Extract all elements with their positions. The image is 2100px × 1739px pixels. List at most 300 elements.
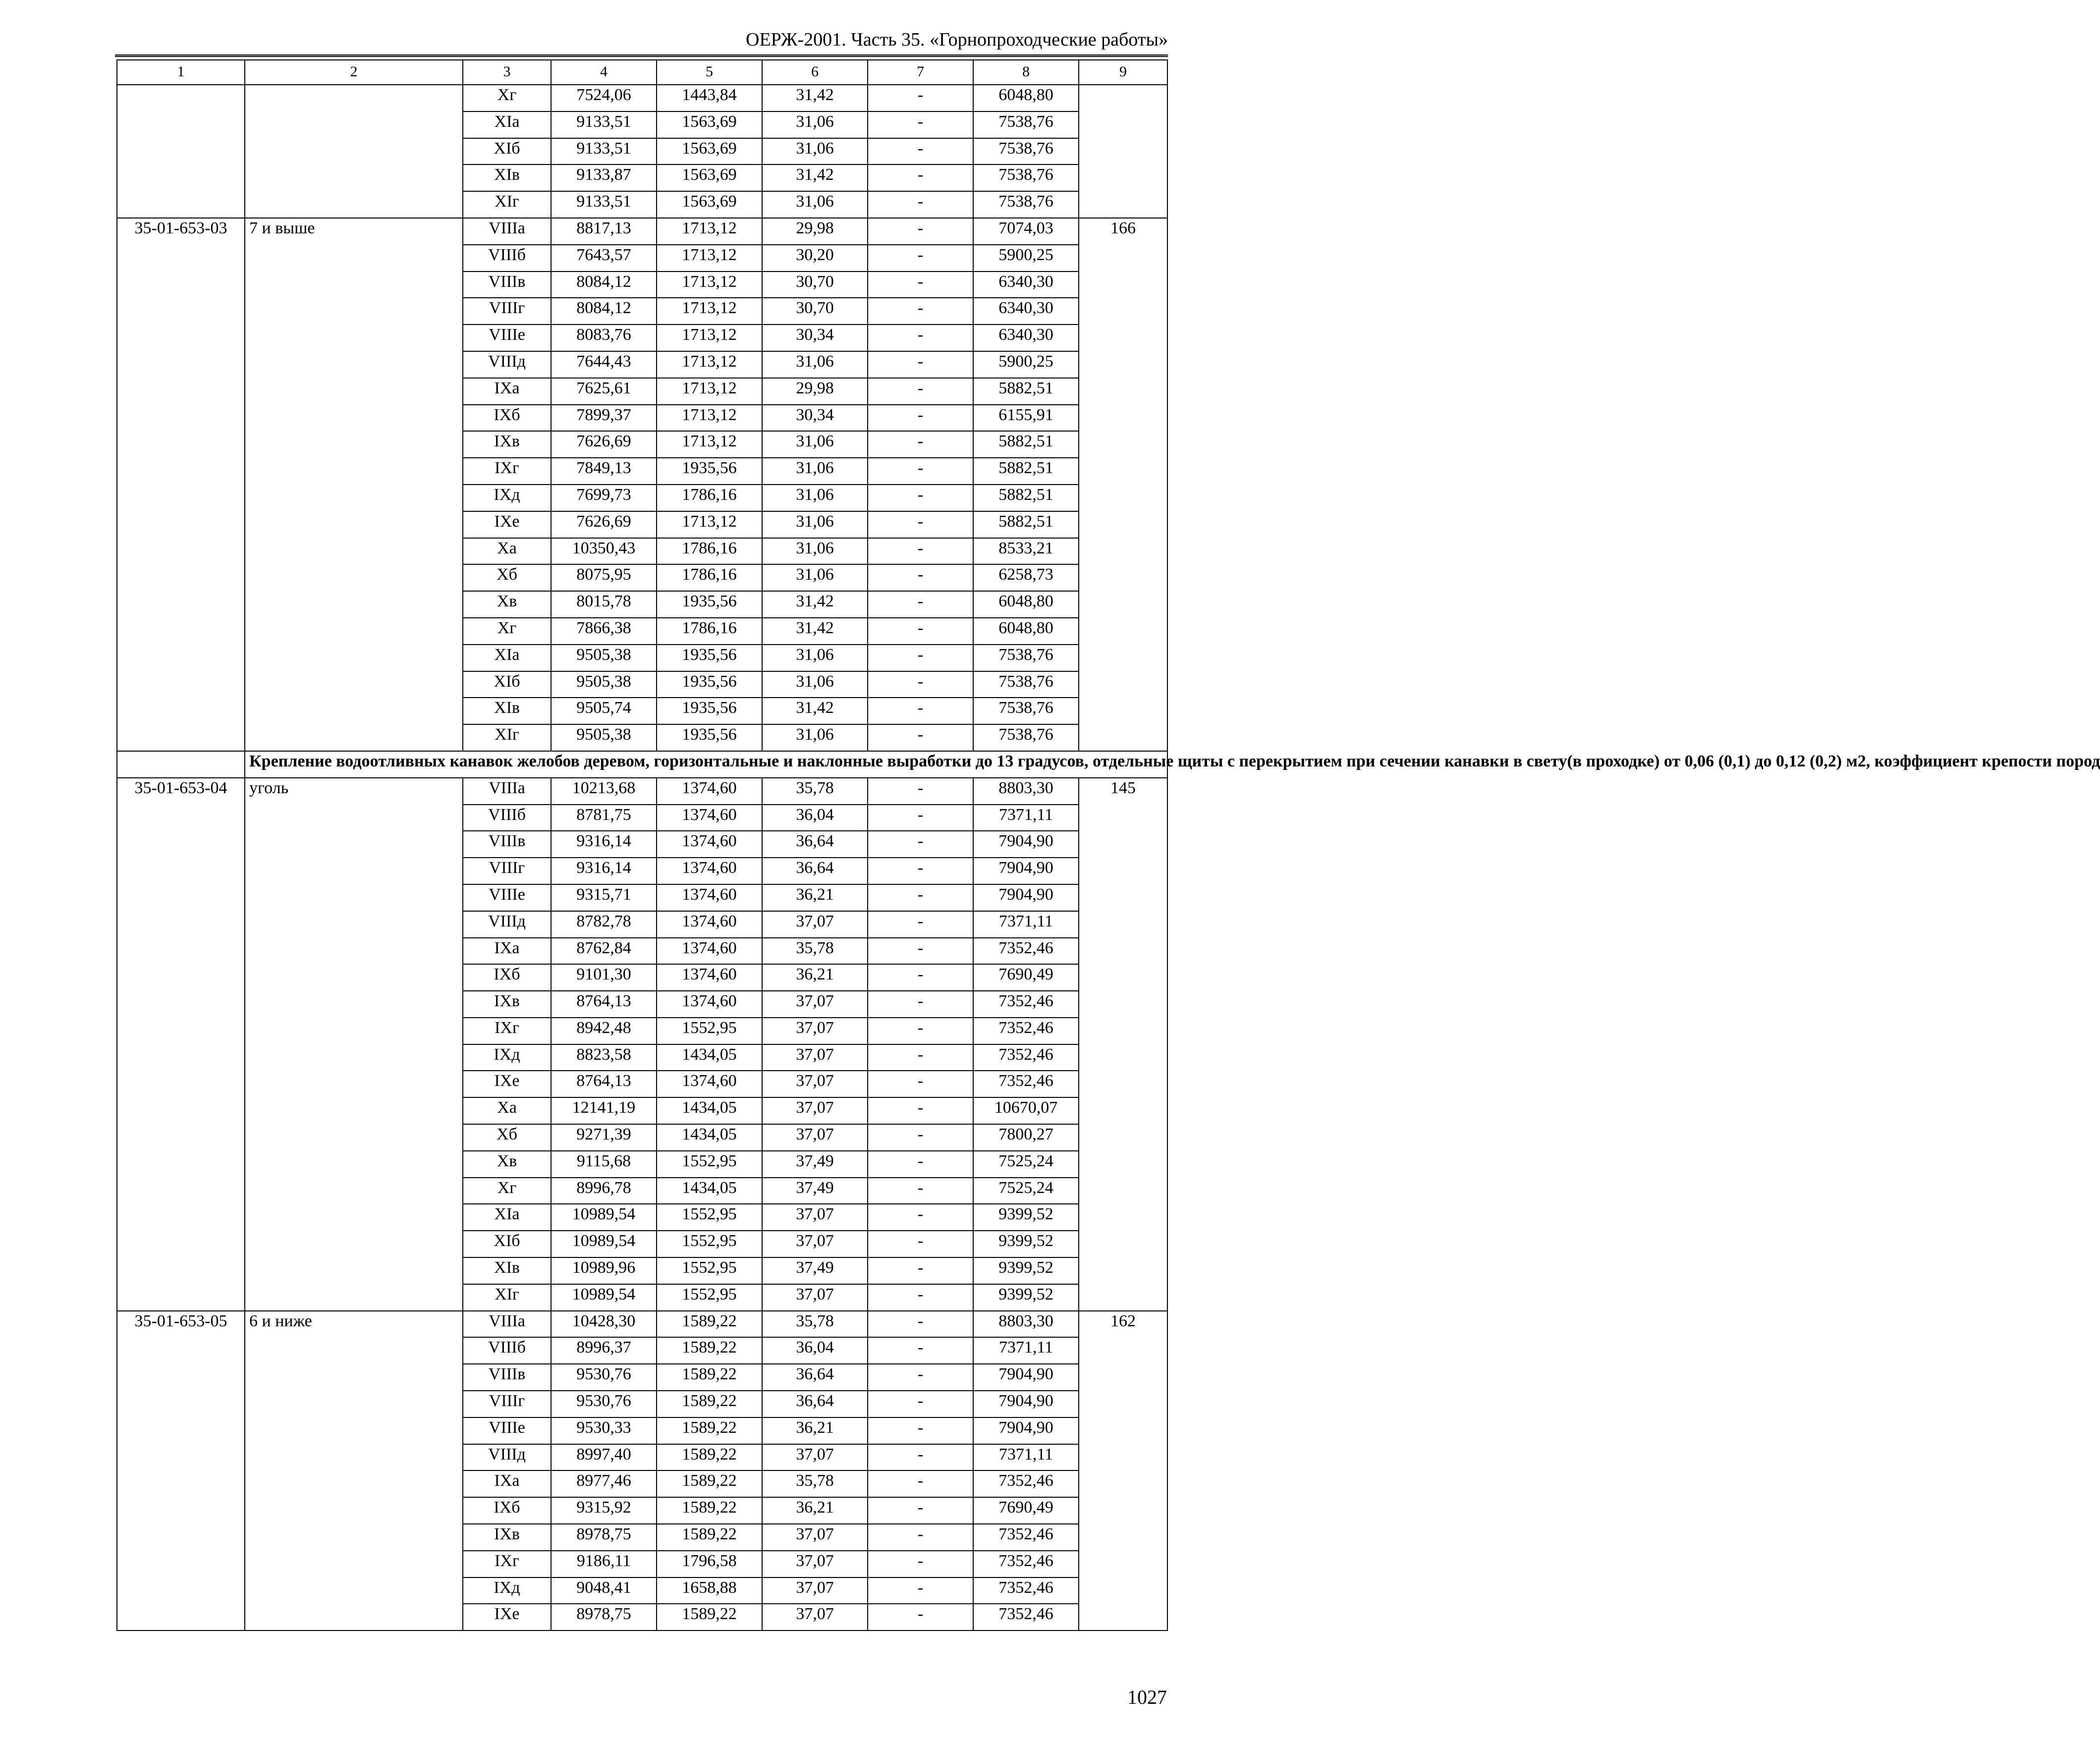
labor-cost-cell: 1563,69	[657, 191, 762, 218]
table-row	[117, 1311, 1167, 1338]
column7-cell: -	[868, 1524, 973, 1551]
column-number: 1	[117, 60, 245, 85]
materials-cost-cell: 6340,30	[973, 298, 1079, 325]
machine-cost-cell: 35,78	[762, 1470, 868, 1497]
column-number: 8	[973, 60, 1079, 85]
total-cost-cell: 10428,30	[551, 1311, 657, 1338]
labor-cost-cell: 1589,22	[657, 1604, 762, 1630]
total-cost-cell: 8996,37	[551, 1337, 657, 1364]
machine-cost-cell: 29,98	[762, 218, 868, 245]
column9-cell: 145	[1079, 778, 1167, 1311]
total-cost-cell: 9530,76	[551, 1391, 657, 1417]
machine-cost-cell: 36,04	[762, 805, 868, 831]
materials-cost-cell: 7074,03	[973, 218, 1079, 245]
total-cost-cell: 9315,92	[551, 1497, 657, 1524]
total-cost-cell: 7866,38	[551, 618, 657, 645]
group-cell: Xв	[463, 591, 551, 618]
total-cost-cell: 10350,43	[551, 538, 657, 565]
materials-cost-cell: 7904,90	[973, 858, 1079, 884]
labor-cost-cell: 1563,69	[657, 164, 762, 191]
column7-cell: -	[868, 298, 973, 325]
group-cell: IXе	[463, 511, 551, 538]
total-cost-cell: 8996,78	[551, 1178, 657, 1204]
total-cost-cell: 9133,87	[551, 164, 657, 191]
column7-cell: -	[868, 272, 973, 298]
materials-cost-cell: 7904,90	[973, 1364, 1079, 1391]
group-cell: IXв	[463, 991, 551, 1018]
machine-cost-cell: 36,21	[762, 884, 868, 911]
machine-cost-cell: 31,06	[762, 671, 868, 698]
total-cost-cell: 8762,84	[551, 938, 657, 965]
group-cell: IXа	[463, 378, 551, 405]
column7-cell: -	[868, 1391, 973, 1417]
column7-cell: -	[868, 191, 973, 218]
labor-cost-cell: 1786,16	[657, 564, 762, 591]
group-cell: IXд	[463, 1577, 551, 1604]
total-cost-cell: 10989,54	[551, 1231, 657, 1257]
materials-cost-cell: 7538,76	[973, 164, 1079, 191]
materials-cost-cell: 7904,90	[973, 1417, 1079, 1444]
machine-cost-cell: 30,20	[762, 245, 868, 272]
column7-cell: -	[868, 325, 973, 351]
materials-cost-cell: 8533,21	[973, 538, 1079, 565]
labor-cost-cell: 1589,22	[657, 1524, 762, 1551]
machine-cost-cell: 30,70	[762, 298, 868, 325]
total-cost-cell: 8817,13	[551, 218, 657, 245]
materials-cost-cell: 5900,25	[973, 245, 1079, 272]
materials-cost-cell: 7800,27	[973, 1124, 1079, 1151]
rate-code-cell	[117, 85, 245, 218]
materials-cost-cell: 5882,51	[973, 378, 1079, 405]
column7-cell: -	[868, 858, 973, 884]
labor-cost-cell: 1713,12	[657, 511, 762, 538]
page-header: ОЕРЖ-2001. Часть 35. «Горнопроходческие работы»	[746, 29, 1168, 50]
column7-cell: -	[868, 1444, 973, 1471]
labor-cost-cell: 1552,95	[657, 1231, 762, 1257]
column7-cell: -	[868, 618, 973, 645]
condition-cell	[245, 85, 463, 218]
materials-cost-cell: 5882,51	[973, 431, 1079, 458]
column7-cell: -	[868, 245, 973, 272]
group-cell: XIв	[463, 698, 551, 724]
group-cell: IXа	[463, 1470, 551, 1497]
column7-cell: -	[868, 138, 973, 165]
group-cell: XIг	[463, 1284, 551, 1311]
column7-cell: -	[868, 884, 973, 911]
machine-cost-cell: 37,07	[762, 1444, 868, 1471]
labor-cost-cell: 1374,60	[657, 831, 762, 858]
column7-cell: -	[868, 1257, 973, 1284]
machine-cost-cell: 36,64	[762, 1391, 868, 1417]
column-number: 7	[868, 60, 973, 85]
labor-cost-cell: 1552,95	[657, 1204, 762, 1231]
header-rule	[115, 54, 1168, 57]
column7-cell: -	[868, 538, 973, 565]
materials-cost-cell: 7352,46	[973, 991, 1079, 1018]
machine-cost-cell: 37,07	[762, 1018, 868, 1044]
labor-cost-cell: 1589,22	[657, 1311, 762, 1338]
group-cell: VIIIг	[463, 858, 551, 884]
column7-cell: -	[868, 671, 973, 698]
total-cost-cell: 8978,75	[551, 1604, 657, 1630]
rates-table	[116, 59, 2100, 1631]
labor-cost-cell: 1589,22	[657, 1444, 762, 1471]
column7-cell: -	[868, 85, 973, 111]
labor-cost-cell: 1374,60	[657, 938, 762, 965]
materials-cost-cell: 7690,49	[973, 1497, 1079, 1524]
total-cost-cell: 9115,68	[551, 1151, 657, 1178]
machine-cost-cell: 36,21	[762, 1497, 868, 1524]
total-cost-cell: 9505,74	[551, 698, 657, 724]
materials-cost-cell: 7525,24	[973, 1178, 1079, 1204]
group-cell: IXв	[463, 431, 551, 458]
column7-cell: -	[868, 1231, 973, 1257]
column7-cell: -	[868, 1604, 973, 1630]
group-cell: IXб	[463, 405, 551, 432]
labor-cost-cell: 1374,60	[657, 1071, 762, 1097]
machine-cost-cell: 31,06	[762, 351, 868, 378]
labor-cost-cell: 1589,22	[657, 1497, 762, 1524]
machine-cost-cell: 30,70	[762, 272, 868, 298]
group-cell: IXб	[463, 1497, 551, 1524]
materials-cost-cell: 6155,91	[973, 405, 1079, 432]
total-cost-cell: 8997,40	[551, 1444, 657, 1471]
total-cost-cell: 8977,46	[551, 1470, 657, 1497]
labor-cost-cell: 1713,12	[657, 431, 762, 458]
materials-cost-cell: 6340,30	[973, 272, 1079, 298]
labor-cost-cell: 1713,12	[657, 378, 762, 405]
group-cell: XIб	[463, 1231, 551, 1257]
section-title: Крепление водоотливных канавок желобов деревом, горизонтальные и наклонные выработки до 13 градусов, отдельные щиты с перекрытием при сечении канавки в свету(в проходке) от 0,06 (0,1) до 0,12 (0,2) м2, коэффициент крепости пород	[245, 751, 1167, 778]
group-cell: VIIIд	[463, 911, 551, 938]
column7-cell: -	[868, 564, 973, 591]
group-cell: Xг	[463, 85, 551, 111]
machine-cost-cell: 37,07	[762, 1071, 868, 1097]
materials-cost-cell: 7525,24	[973, 1151, 1079, 1178]
group-cell: VIIIг	[463, 1391, 551, 1417]
total-cost-cell: 8084,12	[551, 298, 657, 325]
materials-cost-cell: 5882,51	[973, 458, 1079, 485]
materials-cost-cell: 7538,76	[973, 645, 1079, 671]
labor-cost-cell: 1589,22	[657, 1337, 762, 1364]
total-cost-cell: 9133,51	[551, 138, 657, 165]
machine-cost-cell: 31,42	[762, 698, 868, 724]
column7-cell: -	[868, 805, 973, 831]
column7-cell: -	[868, 831, 973, 858]
total-cost-cell: 9271,39	[551, 1124, 657, 1151]
table-row	[117, 85, 1167, 111]
column-number: 3	[463, 60, 551, 85]
labor-cost-cell: 1935,56	[657, 591, 762, 618]
group-cell: VIIIд	[463, 351, 551, 378]
labor-cost-cell: 1374,60	[657, 964, 762, 991]
materials-cost-cell: 9399,52	[973, 1257, 1079, 1284]
total-cost-cell: 9316,14	[551, 831, 657, 858]
column9-cell: 162	[1079, 1311, 1167, 1631]
machine-cost-cell: 37,07	[762, 1524, 868, 1551]
materials-cost-cell: 7352,46	[973, 1524, 1079, 1551]
labor-cost-cell: 1434,05	[657, 1044, 762, 1071]
section-heading-row	[117, 751, 1167, 778]
column7-cell: -	[868, 991, 973, 1018]
condition-cell: 6 и ниже	[245, 1311, 463, 1631]
group-cell: VIIIг	[463, 298, 551, 325]
materials-cost-cell: 6340,30	[973, 325, 1079, 351]
machine-cost-cell: 35,78	[762, 1311, 868, 1338]
group-cell: VIIIб	[463, 245, 551, 272]
total-cost-cell: 7626,69	[551, 431, 657, 458]
group-cell: XIг	[463, 724, 551, 751]
column-number: 2	[245, 60, 463, 85]
labor-cost-cell: 1713,12	[657, 218, 762, 245]
total-cost-cell: 10989,54	[551, 1284, 657, 1311]
column7-cell: -	[868, 431, 973, 458]
column7-cell: -	[868, 111, 973, 138]
machine-cost-cell: 37,49	[762, 1151, 868, 1178]
machine-cost-cell: 37,49	[762, 1257, 868, 1284]
materials-cost-cell: 9399,52	[973, 1204, 1079, 1231]
labor-cost-cell: 1589,22	[657, 1470, 762, 1497]
labor-cost-cell: 1374,60	[657, 805, 762, 831]
machine-cost-cell: 37,49	[762, 1178, 868, 1204]
column7-cell: -	[868, 1577, 973, 1604]
group-cell: Xг	[463, 1178, 551, 1204]
labor-cost-cell: 1935,56	[657, 698, 762, 724]
group-cell: VIIIа	[463, 218, 551, 245]
column7-cell: -	[868, 1097, 973, 1124]
group-cell: IXг	[463, 1551, 551, 1577]
materials-cost-cell: 7538,76	[973, 698, 1079, 724]
labor-cost-cell: 1434,05	[657, 1097, 762, 1124]
column7-cell: -	[868, 1178, 973, 1204]
materials-cost-cell: 7690,49	[973, 964, 1079, 991]
group-cell: IXв	[463, 1524, 551, 1551]
condition-cell: уголь	[245, 778, 463, 1311]
materials-cost-cell: 7538,76	[973, 724, 1079, 751]
total-cost-cell: 9315,71	[551, 884, 657, 911]
machine-cost-cell: 36,04	[762, 1337, 868, 1364]
group-cell: VIIIб	[463, 805, 551, 831]
rate-code-cell: 35-01-653-03	[117, 218, 245, 751]
total-cost-cell: 9505,38	[551, 645, 657, 671]
total-cost-cell: 9505,38	[551, 671, 657, 698]
column-number: 5	[657, 60, 762, 85]
machine-cost-cell: 31,06	[762, 458, 868, 485]
total-cost-cell: 8015,78	[551, 591, 657, 618]
total-cost-cell: 9133,51	[551, 111, 657, 138]
labor-cost-cell: 1713,12	[657, 298, 762, 325]
column-number: 6	[762, 60, 868, 85]
materials-cost-cell: 7904,90	[973, 1391, 1079, 1417]
labor-cost-cell: 1443,84	[657, 85, 762, 111]
column9-cell: 166	[1079, 218, 1167, 751]
labor-cost-cell: 1713,12	[657, 272, 762, 298]
column7-cell: -	[868, 1284, 973, 1311]
materials-cost-cell: 7538,76	[973, 111, 1079, 138]
total-cost-cell: 7899,37	[551, 405, 657, 432]
group-cell: Xб	[463, 564, 551, 591]
machine-cost-cell: 31,06	[762, 485, 868, 511]
labor-cost-cell: 1374,60	[657, 911, 762, 938]
total-cost-cell: 8075,95	[551, 564, 657, 591]
materials-cost-cell: 7538,76	[973, 671, 1079, 698]
labor-cost-cell: 1786,16	[657, 538, 762, 565]
column7-cell: -	[868, 724, 973, 751]
total-cost-cell: 8764,13	[551, 1071, 657, 1097]
materials-cost-cell: 7371,11	[973, 1444, 1079, 1471]
labor-cost-cell: 1658,88	[657, 1577, 762, 1604]
materials-cost-cell: 5900,25	[973, 351, 1079, 378]
group-cell: IXб	[463, 964, 551, 991]
group-cell: XIг	[463, 191, 551, 218]
group-cell: Xа	[463, 1097, 551, 1124]
total-cost-cell: 9530,76	[551, 1364, 657, 1391]
materials-cost-cell: 6048,80	[973, 591, 1079, 618]
group-cell: VIIIа	[463, 1311, 551, 1338]
column7-cell: -	[868, 645, 973, 671]
materials-cost-cell: 7538,76	[973, 191, 1079, 218]
materials-cost-cell: 6048,80	[973, 85, 1079, 111]
group-cell: IXд	[463, 1044, 551, 1071]
column7-cell: -	[868, 511, 973, 538]
machine-cost-cell: 29,98	[762, 378, 868, 405]
total-cost-cell: 10213,68	[551, 778, 657, 805]
labor-cost-cell: 1713,12	[657, 351, 762, 378]
machine-cost-cell: 31,42	[762, 85, 868, 111]
column7-cell: -	[868, 1044, 973, 1071]
total-cost-cell: 9101,30	[551, 964, 657, 991]
materials-cost-cell: 6048,80	[973, 618, 1079, 645]
column-number: 4	[551, 60, 657, 85]
materials-cost-cell: 7371,11	[973, 805, 1079, 831]
materials-cost-cell: 8803,30	[973, 1311, 1079, 1338]
machine-cost-cell: 37,07	[762, 1231, 868, 1257]
group-cell: Xв	[463, 1151, 551, 1178]
total-cost-cell: 8781,75	[551, 805, 657, 831]
machine-cost-cell: 31,06	[762, 111, 868, 138]
total-cost-cell: 7626,69	[551, 511, 657, 538]
materials-cost-cell: 5882,51	[973, 511, 1079, 538]
total-cost-cell: 7643,57	[551, 245, 657, 272]
total-cost-cell: 8942,48	[551, 1018, 657, 1044]
group-cell: IXд	[463, 485, 551, 511]
column9-cell	[1079, 85, 1167, 218]
materials-cost-cell: 7352,46	[973, 1604, 1079, 1630]
column7-cell: -	[868, 591, 973, 618]
total-cost-cell: 7625,61	[551, 378, 657, 405]
section-blank-cell	[117, 751, 245, 778]
materials-cost-cell: 9399,52	[973, 1284, 1079, 1311]
total-cost-cell: 9186,11	[551, 1551, 657, 1577]
rate-code-cell: 35-01-653-05	[117, 1311, 245, 1631]
group-cell: VIIIв	[463, 1364, 551, 1391]
machine-cost-cell: 31,06	[762, 645, 868, 671]
column7-cell: -	[868, 1551, 973, 1577]
labor-cost-cell: 1434,05	[657, 1124, 762, 1151]
column7-cell: -	[868, 1124, 973, 1151]
labor-cost-cell: 1786,16	[657, 485, 762, 511]
machine-cost-cell: 31,42	[762, 591, 868, 618]
machine-cost-cell: 30,34	[762, 325, 868, 351]
column7-cell: -	[868, 1018, 973, 1044]
labor-cost-cell: 1786,16	[657, 618, 762, 645]
materials-cost-cell: 7352,46	[973, 938, 1079, 965]
total-cost-cell: 8978,75	[551, 1524, 657, 1551]
total-cost-cell: 7524,06	[551, 85, 657, 111]
condition-cell: 7 и выше	[245, 218, 463, 751]
group-cell: IXе	[463, 1604, 551, 1630]
column7-cell: -	[868, 938, 973, 965]
materials-cost-cell: 6258,73	[973, 564, 1079, 591]
column7-cell: -	[868, 164, 973, 191]
total-cost-cell: 8782,78	[551, 911, 657, 938]
column7-cell: -	[868, 911, 973, 938]
group-cell: VIIIд	[463, 1444, 551, 1471]
group-cell: VIIIв	[463, 831, 551, 858]
labor-cost-cell: 1374,60	[657, 884, 762, 911]
materials-cost-cell: 7352,46	[973, 1470, 1079, 1497]
labor-cost-cell: 1563,69	[657, 111, 762, 138]
group-cell: Xа	[463, 538, 551, 565]
labor-cost-cell: 1713,12	[657, 325, 762, 351]
group-cell: IXе	[463, 1071, 551, 1097]
table-row	[117, 218, 1167, 245]
total-cost-cell: 12141,19	[551, 1097, 657, 1124]
total-cost-cell: 8764,13	[551, 991, 657, 1018]
machine-cost-cell: 37,07	[762, 1604, 868, 1630]
machine-cost-cell: 30,34	[762, 405, 868, 432]
rate-code-cell: 35-01-653-04	[117, 778, 245, 1311]
labor-cost-cell: 1563,69	[657, 138, 762, 165]
materials-cost-cell: 7371,11	[973, 911, 1079, 938]
machine-cost-cell: 36,64	[762, 831, 868, 858]
labor-cost-cell: 1589,22	[657, 1391, 762, 1417]
materials-cost-cell: 7352,46	[973, 1018, 1079, 1044]
labor-cost-cell: 1713,12	[657, 405, 762, 432]
machine-cost-cell: 36,64	[762, 1364, 868, 1391]
machine-cost-cell: 31,42	[762, 618, 868, 645]
column7-cell: -	[868, 1311, 973, 1338]
machine-cost-cell: 37,07	[762, 1097, 868, 1124]
group-cell: XIб	[463, 671, 551, 698]
machine-cost-cell: 37,07	[762, 911, 868, 938]
column7-cell: -	[868, 964, 973, 991]
labor-cost-cell: 1713,12	[657, 245, 762, 272]
materials-cost-cell: 7352,46	[973, 1071, 1079, 1097]
machine-cost-cell: 36,21	[762, 1417, 868, 1444]
materials-cost-cell: 7352,46	[973, 1551, 1079, 1577]
group-cell: XIа	[463, 645, 551, 671]
materials-cost-cell: 10670,07	[973, 1097, 1079, 1124]
column-number-row	[117, 60, 1167, 85]
machine-cost-cell: 37,07	[762, 1124, 868, 1151]
machine-cost-cell: 31,06	[762, 564, 868, 591]
machine-cost-cell: 37,07	[762, 991, 868, 1018]
column7-cell: -	[868, 1417, 973, 1444]
total-cost-cell: 9316,14	[551, 858, 657, 884]
machine-cost-cell: 31,06	[762, 538, 868, 565]
group-cell: Xб	[463, 1124, 551, 1151]
machine-cost-cell: 37,07	[762, 1551, 868, 1577]
group-cell: VIIIб	[463, 1337, 551, 1364]
materials-cost-cell: 7904,90	[973, 831, 1079, 858]
materials-cost-cell: 7371,11	[973, 1337, 1079, 1364]
labor-cost-cell: 1374,60	[657, 858, 762, 884]
group-cell: IXа	[463, 938, 551, 965]
total-cost-cell: 8083,76	[551, 325, 657, 351]
machine-cost-cell: 31,06	[762, 431, 868, 458]
page-number: 1027	[1127, 1686, 1167, 1708]
